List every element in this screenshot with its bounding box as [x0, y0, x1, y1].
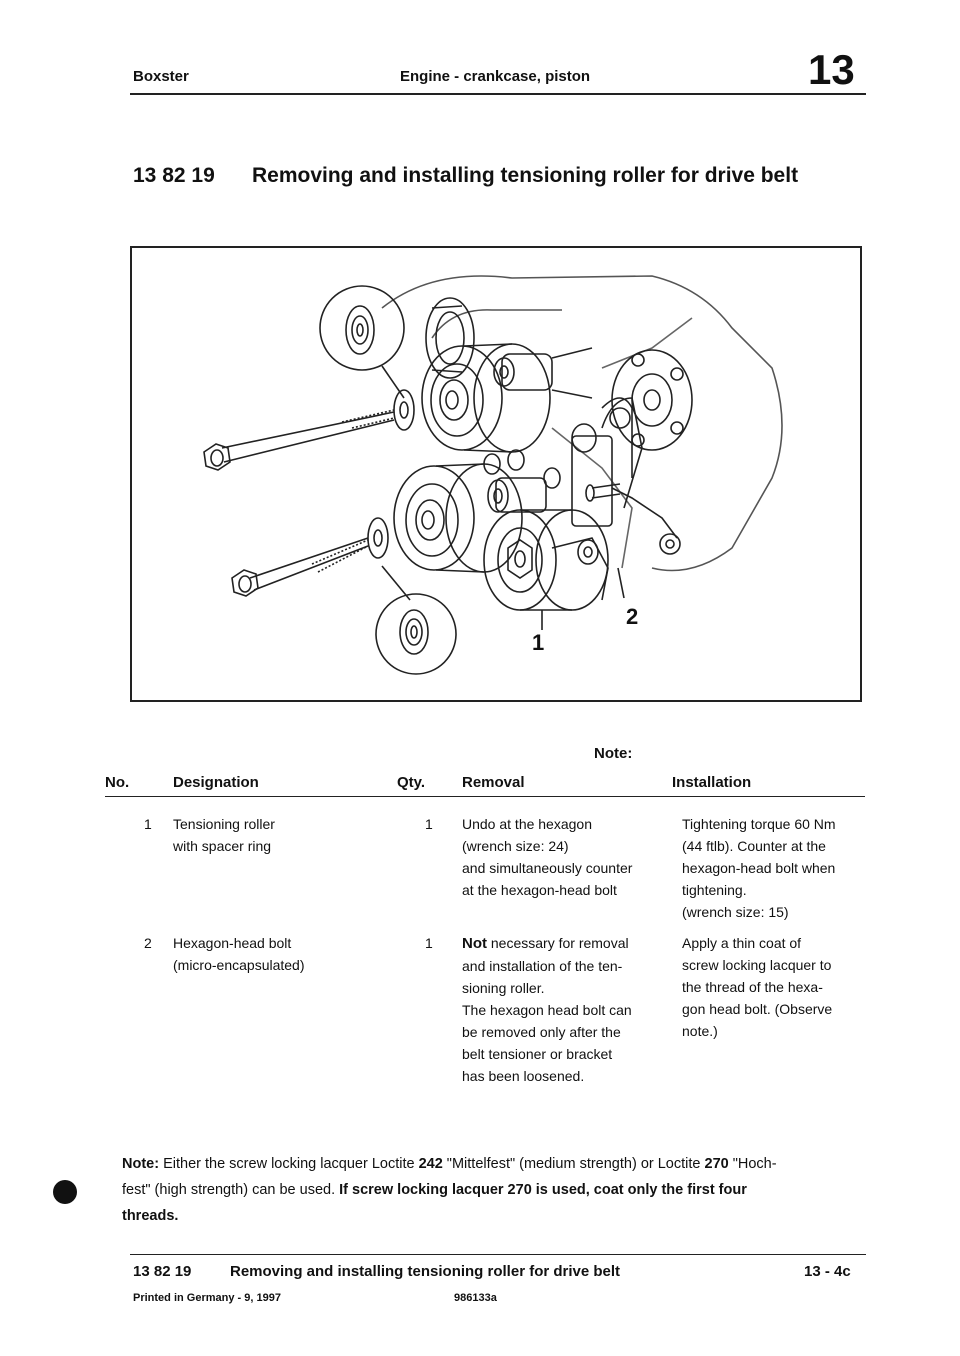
row-2-removal: Not necessary for removal and installation of the ten- sioning roller. The hexagon head bolt can be removed only after the belt tensioner or bracket has been loosened.: [462, 935, 632, 1084]
row-1-no: 1: [144, 816, 152, 832]
header-rule: [130, 93, 866, 95]
note-column-header: Note:: [594, 745, 633, 762]
row-1-qty: 1: [425, 816, 433, 832]
row-2-no: 2: [144, 935, 152, 951]
table-header-rule: [105, 796, 865, 797]
header-section: Engine - crankcase, piston: [400, 68, 591, 85]
header-group-number: 13: [808, 46, 855, 93]
tensioning-roller-drawing: [132, 248, 860, 700]
bullet-dot: [53, 1180, 77, 1204]
row-1-designation: Tensioning roller with spacer ring: [173, 816, 275, 854]
column-header-designation: Designation: [173, 774, 259, 791]
footer-title: Removing and installing tensioning roller for drive belt: [230, 1263, 621, 1280]
footer-rule: [130, 1254, 866, 1255]
footer-printed: Printed in Germany - 9, 1997: [133, 1292, 281, 1304]
row-2-qty: 1: [425, 935, 433, 951]
header-model: Boxster: [133, 68, 189, 85]
footer-page-number: 13 - 4c: [804, 1263, 851, 1280]
column-header-installation: Installation: [672, 774, 752, 791]
row-2-designation: Hexagon-head bolt (micro-encapsulated): [173, 935, 305, 973]
callout-1: 1: [532, 630, 545, 655]
row-2-installation: Apply a thin coat of screw locking lacquer to the thread of the hexa- gon head bolt. (Observe note.): [682, 935, 833, 1039]
note-paragraph: Note: Either the screw locking lacquer Loctite 242 "Mittelfest" (medium strength) or Loctite 270 "Hoch- fest" (high strength) can be used. If screw locking lacquer 270 is used, coat only the first four threads.: [122, 1156, 777, 1224]
row-1-removal: Undo at the hexagon (wrench size: 24) and simultaneously counter at the hexagon-head bolt: [462, 816, 633, 898]
procedure-title: Removing and installing tensioning roller for drive belt: [252, 164, 799, 187]
row-1-installation: Tightening torque 60 Nm (44 ftlb). Counter at the hexagon-head bolt when tightening. (wrench size: 15): [682, 816, 836, 920]
footer-doc-number: 986133a: [454, 1292, 497, 1304]
column-header-qty: Qty.: [397, 774, 426, 791]
procedure-code: 13 82 19: [133, 164, 215, 187]
exploded-view-figure: [130, 246, 862, 702]
footer-code: 13 82 19: [133, 1263, 192, 1280]
callout-2: 2: [626, 604, 639, 629]
column-header-removal: Removal: [462, 774, 525, 791]
column-header-no: No.: [105, 774, 130, 791]
